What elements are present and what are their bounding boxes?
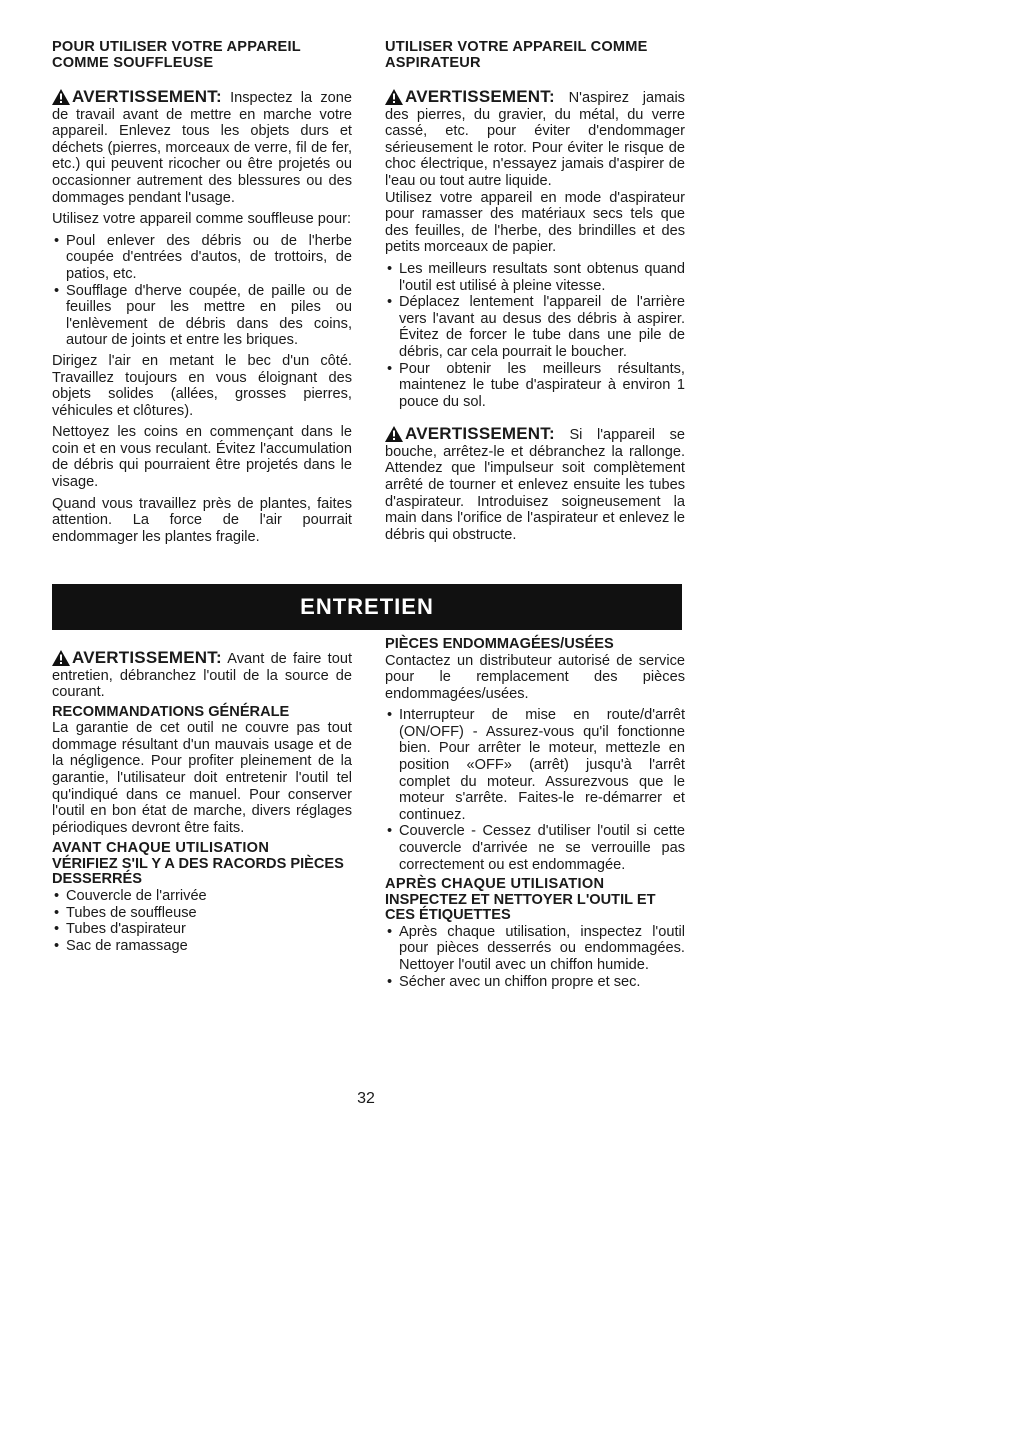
right-top-column <box>385 40 685 548</box>
warning-triangle-icon <box>52 650 70 666</box>
warning-label: AVERTISSEMENT: <box>72 87 222 106</box>
warning-label: AVERTISSEMENT: <box>72 648 222 667</box>
list-item: • Les meilleurs resultats sont obtenus quand l'outil est utilisé à pleine vitesse. <box>385 261 685 294</box>
damaged-parts-text: Contactez un distributeur autorisé de service pour le remplacement des pièces endommagées/usées. <box>385 652 685 702</box>
list-item: • Tubes de souffleuse <box>52 905 352 922</box>
maintenance-warning <box>52 650 352 701</box>
maintenance-banner: ENTRETIEN <box>52 584 682 630</box>
blower-warning <box>52 89 352 206</box>
warning-text: N'aspirez jamais des pierres, du gravier, du métal, du verre cassé, etc. pour éviter d'endommager sérieusement le rotor. Pour éviter le risque de choc électrique, n'essayez jamais d'aspirer de l'eau ou tout autre liquide. <box>385 90 685 189</box>
blower-intro: Utilisez votre appareil comme souffleuse pour: <box>52 211 352 228</box>
list-item: • Couvercle de l'arrivée <box>52 888 352 905</box>
warning-label: AVERTISSEMENT: <box>405 87 555 106</box>
general-recommendations-text: La garantie de cet outil ne couvre pas tout dommage résultant d'un mauvais usage et de la négligence. Pour profiter pleinement de la garantie, l'utilisateur doit entretenir l'outil tel qu'indiqué dans ce manuel. Pour conserver l'outil en bon état de marche, divers réglages périodiques devront être faits. <box>52 720 352 836</box>
damaged-parts-title: PIÈCES ENDOMMAGÉES/USÉES <box>385 636 614 652</box>
warning-triangle-icon <box>52 89 70 105</box>
list-item: • Pour obtenir les meilleurs résultants, maintenez le tube d'aspirateur à environ 1 pouce du sol. <box>385 361 685 411</box>
list-item: • Soufflage d'herve coupée, de paille ou de feuilles pour les mettre en piles ou l'enlèvement de débris dans des coins, autour de joints et entre les briques. <box>52 283 352 349</box>
vacuum-clog-warning <box>385 426 685 543</box>
list-item: • Sac de ramassage <box>52 938 352 955</box>
list-item: • Poul enlever des débris ou de l'herbe coupée d'entrées d'autos, de trottoirs, de patios, etc. <box>52 233 352 283</box>
list-item: • Déplacez lentement l'appareil de l'arrière vers l'avant au desus des débris à aspirer. Évitez de forcer le tube dans une pile de débris, car cela pourrait le boucher. <box>385 294 685 360</box>
warning-label: AVERTISSEMENT: <box>405 424 555 444</box>
check-parts-list <box>52 888 352 954</box>
warning-text: Avant de faire tout entretien, débranchez l'outil de la source de courant. <box>52 651 353 701</box>
list-item: • Tubes d'aspirateur <box>52 921 352 938</box>
list-item: • Sécher avec un chiffon propre et sec. <box>385 974 685 991</box>
blower-section-title: POUR UTILISER VOTRE APPAREIL COMME SOUFFLEUSE <box>52 39 301 71</box>
left-top-column <box>52 40 352 550</box>
warning-triangle-icon <box>385 89 403 105</box>
page-number: 32 <box>357 1090 375 1107</box>
list-item: • Couvercle - Cessez d'utiliser l'outil si cette couvercle d'arrivée ne se verrouille pas correctement ou est endommagée. <box>385 823 685 873</box>
blower-para-corners: Nettoyez les coins en commençant dans le coin et en vous reculant. Évitez l'accumulation de débris qui pourraient être projetés dans le visage. <box>52 424 352 491</box>
left-bottom-column <box>52 650 352 958</box>
damaged-parts-list <box>385 707 685 873</box>
general-recommendations-title: RECOMMANDATIONS GÉNÉRALE <box>52 703 290 720</box>
blower-bullets <box>52 233 352 349</box>
blower-para-plants: Quand vous travaillez près de plantes, faites attention. La force de l'air pourrait endommager les plantes fragile. <box>52 495 352 545</box>
before-use-title: AVANT CHAQUE UTILISATION <box>52 840 270 857</box>
after-use-list <box>385 924 685 990</box>
vacuum-para-usage: Utilisez votre appareil en mode d'aspirateur pour ramasser des matériaux secs tels que des feuilles, de l'herbe, des brindilles et des petits morceaux de papier. <box>385 189 685 256</box>
check-loose-parts-title: VÉRIFIEZ S'IL Y A DES RACORDS PIÈCES DESSERRÉS <box>52 855 344 888</box>
vacuum-bullets <box>385 261 685 410</box>
list-item: • Après chaque utilisation, inspectez l'outil pour pièces desserrés ou endommagées. Nettoyer l'outil avec un chiffon humide. <box>385 924 685 974</box>
after-use-title: APRÈS CHAQUE UTILISATION <box>385 876 605 893</box>
warning-text: Si l'appareil se bouche, arrêtez-le et débranchez la rallonge. Attendez que l'impulseur soit complètement arrêté de tourner et enlevez ensuite les tubes d'aspirateur. Introduisez soigneusement la main dans l'orifice de l'aspirateur et enlevez le débris qui obstructe. <box>385 427 685 543</box>
vacuum-section-title: UTILISER VOTRE APPAREIL COMME ASPIRATEUR <box>385 39 648 71</box>
vacuum-warning <box>385 89 685 190</box>
right-bottom-column <box>385 637 685 994</box>
warning-triangle-icon <box>385 426 403 442</box>
warning-text: Inspectez la zone de travail avant de mettre en marche votre appareil. Enlevez tous les objets durs et déchets (pierres, morceaux de verre, fil de fer, etc.) qui peuvent ricocher ou être projetés ou occasionner autrement des blessures ou des dommages pendant l'usage. <box>52 90 352 206</box>
inspect-clean-title: INSPECTEZ ET NETTOYER L'OUTIL ET CES ÉTIQUETTES <box>385 891 656 924</box>
blower-para-direction: Dirigez l'air en metant le bec d'un côté. Travaillez toujours en vous éloignant des objets solides (allées, grosses pierres, véhicules et clôtures). <box>52 352 352 419</box>
list-item: • Interrupteur de mise en route/d'arrêt (ON/OFF) - Assurez-vous qu'il fonctionne bien. Pour arrêter le moteur, mettezle en position «OFF» (arrêt) jusqu'à l'arrêt complet du moteur. Assurezvous que le moteur s'arrête. Faites-le re-démarrer et continuez. <box>385 707 685 823</box>
